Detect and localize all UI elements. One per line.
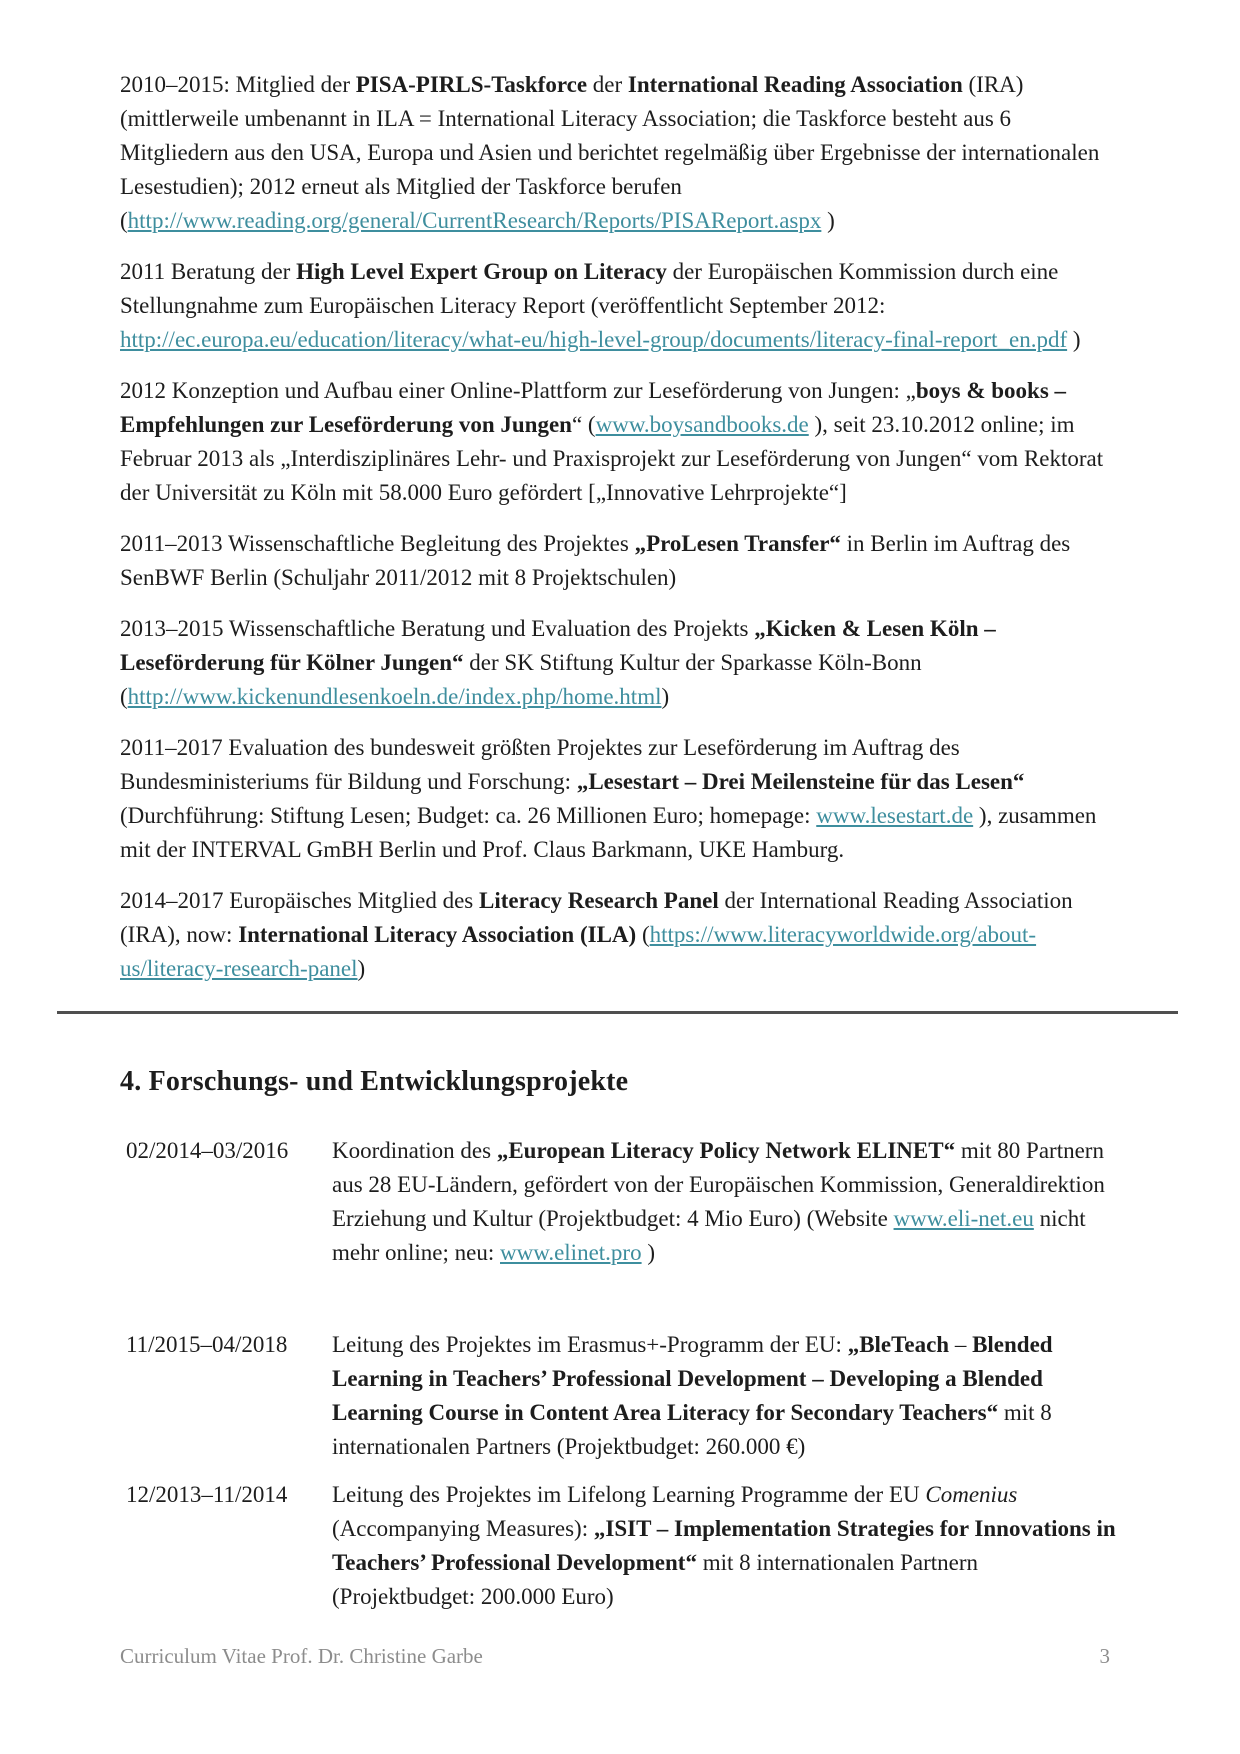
text-run: 2012 Konzeption und Aufbau einer Online-Plattform zur Leseförderung von Jungen: „: [120, 378, 916, 403]
text-run: 2010–2015: Mitglied der: [120, 72, 356, 97]
italic-text-run: Comenius: [925, 1482, 1018, 1507]
activities-paragraphs: [120, 68, 1120, 986]
project-date: 02/2014–03/2016: [126, 1138, 289, 1163]
text-run: (IRA) (mittlerweile umbenannt in ILA = International Literacy Association; die Taskforce besteht aus 6 Mitgliedern aus den USA, Europa und Asien und berichtet regelmäßig über Ergebnisse der internationalen Lesestudien); 2012 erneut als Mitglied der Taskforce berufen (: [120, 72, 1100, 233]
page-number: 3: [1099, 1644, 1110, 1668]
project-description: [332, 1328, 1120, 1464]
hyperlink[interactable]: http://ec.europa.eu/education/literacy/what-eu/high-level-group/documents/literacy-final-report_en.pdf: [120, 327, 1068, 352]
paragraph: [120, 68, 1120, 238]
text-run: ): [641, 1240, 656, 1265]
bold-text-run: „Kicken & Lesen Köln – Leseförderung für Kölner Jungen“: [120, 616, 996, 675]
project-description: [332, 1478, 1120, 1614]
hyperlink[interactable]: http://www.kickenundlesenkoeln.de/index.php/home.html: [127, 684, 662, 709]
paragraph: [120, 612, 1120, 714]
bold-text-run: „Lesestart – Drei Meilensteine für das Lesen“: [576, 769, 1025, 794]
paragraph: [120, 731, 1120, 867]
text-run: mit 80 Partnern aus 28 EU-Ländern, gefördert von der Europäischen Kommission, Generaldirektion Erziehung und Kultur (Projektbudget: 4 Mio Euro) (Website: [332, 1138, 1105, 1231]
bold-text-run: International Literacy Association (ILA): [238, 922, 637, 947]
hyperlink[interactable]: http://www.reading.org/general/CurrentResearch/Reports/PISAReport.aspx: [127, 208, 822, 233]
text-run: 2013–2015 Wissenschaftliche Beratung und Evaluation des Projekts: [120, 616, 755, 641]
text-run: ), zusammen mit der INTERVAL GmBH Berlin und Prof. Claus Barkmann, UKE Hamburg.: [120, 803, 1097, 862]
text-run: ): [1067, 327, 1081, 352]
text-run: ): [357, 956, 366, 981]
project-row: [120, 1328, 1120, 1464]
hyperlink[interactable]: https://www.literacyworldwide.org/about-us/literacy-research-panel: [120, 922, 1037, 981]
paragraph: [120, 884, 1120, 986]
text-run: (: [636, 922, 650, 947]
hyperlink[interactable]: www.elinet.pro: [500, 1240, 642, 1265]
paragraph: [120, 255, 1120, 357]
bold-text-run: Blended Learning in Teachers’ Professional Development – Developing a Blended Learning Course in Content Area Literacy for Secondary Teachers“: [332, 1332, 1053, 1425]
text-run: 2011–2013 Wissenschaftliche Begleitung des Projektes: [120, 531, 635, 556]
text-run: nicht mehr online; neu:: [332, 1206, 1086, 1265]
text-run: der: [587, 72, 628, 97]
text-run: mit 8 internationalen Partnern (Projektbudget: 200.000 Euro): [332, 1550, 978, 1609]
page-content: [120, 68, 1120, 1628]
bold-text-run: International Reading Association: [627, 72, 963, 97]
project-row: [120, 1134, 1120, 1270]
text-run: –: [949, 1332, 973, 1357]
bold-text-run: Literacy Research Panel: [479, 888, 719, 913]
text-run: Koordination des: [332, 1138, 497, 1163]
bold-text-run: PISA-PIRLS-Taskforce: [355, 72, 588, 97]
section-divider: [57, 1011, 1178, 1014]
footer-title: Curriculum Vitae Prof. Dr. Christine Garbe: [120, 1644, 483, 1668]
project-description: [332, 1134, 1120, 1270]
hyperlink[interactable]: www.lesestart.de: [816, 803, 974, 828]
project-row: [120, 1478, 1120, 1614]
paragraph: [120, 374, 1120, 510]
projects-table: [120, 1134, 1120, 1614]
text-run: ), seit 23.10.2012 online; im Februar 2013 als „Interdisziplinäres Lehr- und Praxisprojekt zur Leseförderung von Jungen“ vom Rektorat der Universität zu Köln mit 58.000 Euro gefördert [„Innovative Lehrprojekte“]: [120, 412, 1104, 505]
bold-text-run: „ISIT – Implementation Strategies for Innovations in Teachers’ Professional Development“: [332, 1516, 1116, 1575]
bold-text-run: „European Literacy Policy Network ELINET“: [496, 1138, 956, 1163]
section-heading: 4. Forschungs- und Entwicklungsprojekte: [120, 1066, 629, 1097]
project-date: 12/2013–11/2014: [126, 1482, 288, 1507]
project-date: 11/2015–04/2018: [126, 1332, 288, 1357]
hyperlink[interactable]: www.eli-net.eu: [893, 1206, 1034, 1231]
text-run: der International Reading Association (IRA), now:: [120, 888, 1073, 947]
text-run: Leitung des Projektes im Erasmus+-Programm der EU:: [332, 1332, 848, 1357]
text-run: (Durchführung: Stiftung Lesen; Budget: ca. 26 Millionen Euro; homepage:: [120, 803, 817, 828]
text-run: ): [661, 684, 670, 709]
text-run: in Berlin im Auftrag des SenBWF Berlin (Schuljahr 2011/2012 mit 8 Projektschulen): [120, 531, 1071, 590]
text-run: der SK Stiftung Kultur der Sparkasse Köln-Bonn (: [120, 650, 922, 709]
bold-text-run: „BleTeach: [847, 1332, 950, 1357]
text-run: 2011–2017 Evaluation des bundesweit größten Projektes zur Leseförderung im Auftrag des Bundesministeriums für Bildung und Forschung:: [120, 735, 960, 794]
text-run: Leitung des Projektes im Lifelong Learning Programme der EU: [332, 1482, 926, 1507]
text-run: (Accompanying Measures):: [332, 1516, 594, 1541]
bold-text-run: boys & books – Empfehlungen zur Leseförderung von Jungen: [120, 378, 1067, 437]
text-run: ): [821, 208, 835, 233]
bold-text-run: High Level Expert Group on Literacy: [296, 259, 667, 284]
text-run: der Europäischen Kommission durch eine Stellungnahme zum Europäischen Literacy Report (veröffentlicht September 2012:: [120, 259, 1059, 318]
text-run: 2014–2017 Europäisches Mitglied des: [120, 888, 480, 913]
text-run: mit 8 internationalen Partners (Projektbudget: 260.000 €): [332, 1400, 1052, 1459]
page-footer: [120, 1644, 1110, 1669]
text-run: 2011 Beratung der: [120, 259, 297, 284]
paragraph: [120, 527, 1120, 595]
hyperlink[interactable]: www.boysandbooks.de: [595, 412, 809, 437]
text-run: “ (: [571, 412, 596, 437]
bold-text-run: „ProLesen Transfer“: [634, 531, 841, 556]
